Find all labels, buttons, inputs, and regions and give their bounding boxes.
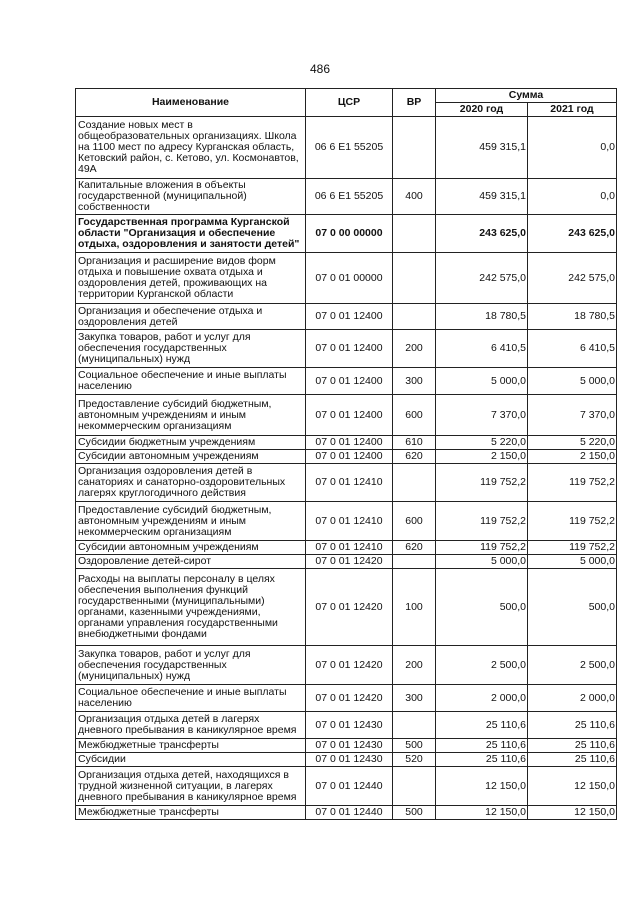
header-name: Наименование <box>76 89 306 117</box>
cell-s2020: 25 110,6 <box>436 712 528 739</box>
cell-csr: 07 0 01 12400 <box>306 330 393 368</box>
table-row <box>76 215 617 253</box>
cell-vr <box>393 253 436 304</box>
cell-csr: 07 0 01 12420 <box>306 685 393 712</box>
table-row <box>76 436 617 450</box>
cell-name: Межбюджетные трансферты <box>76 806 306 820</box>
budget-table <box>75 88 617 820</box>
cell-s2020: 119 752,2 <box>436 541 528 555</box>
cell-s2020: 2 150,0 <box>436 450 528 464</box>
cell-s2020: 5 220,0 <box>436 436 528 450</box>
table-row <box>76 450 617 464</box>
cell-s2021: 12 150,0 <box>528 806 617 820</box>
table-row <box>76 646 617 685</box>
cell-name: Организация и обеспечение отдыха и оздоровления детей <box>76 304 306 330</box>
table-row <box>76 179 617 215</box>
cell-vr: 610 <box>393 436 436 450</box>
header-sum: Сумма <box>436 89 617 103</box>
cell-vr: 620 <box>393 450 436 464</box>
table-row <box>76 395 617 436</box>
cell-name: Организация отдыха детей, находящихся в трудной жизненной ситуации, в лагерях дневного пребывания в каникулярное время <box>76 767 306 806</box>
cell-s2021: 119 752,2 <box>528 464 617 502</box>
cell-s2020: 18 780,5 <box>436 304 528 330</box>
table-row <box>76 685 617 712</box>
cell-vr: 100 <box>393 569 436 646</box>
cell-s2021: 119 752,2 <box>528 541 617 555</box>
cell-s2021: 242 575,0 <box>528 253 617 304</box>
cell-s2020: 243 625,0 <box>436 215 528 253</box>
cell-s2020: 459 315,1 <box>436 179 528 215</box>
cell-s2021: 5 000,0 <box>528 368 617 395</box>
table-row <box>76 464 617 502</box>
cell-s2021: 0,0 <box>528 117 617 179</box>
cell-csr: 07 0 01 12420 <box>306 569 393 646</box>
cell-name: Субсидии автономным учреждениям <box>76 541 306 555</box>
cell-name: Создание новых мест в общеобразовательных организациях. Школа на 1100 мест по адресу Курганская область, Кетовский район, с. Кетово, ул. Космонавтов, 49А <box>76 117 306 179</box>
cell-vr <box>393 712 436 739</box>
cell-s2021: 119 752,2 <box>528 502 617 541</box>
cell-name: Государственная программа Курганской области "Организация и обеспечение отдыха, оздоровления и занятости детей" <box>76 215 306 253</box>
header-csr: ЦСР <box>306 89 393 117</box>
cell-s2021: 25 110,6 <box>528 753 617 767</box>
cell-csr: 07 0 00 00000 <box>306 215 393 253</box>
cell-vr: 500 <box>393 739 436 753</box>
table-row <box>76 712 617 739</box>
header-2021: 2021 год <box>528 103 617 117</box>
cell-name: Организация и расширение видов форм отдыха и повышение охвата отдыха и оздоровления детей, проживающих на территории Курганской области <box>76 253 306 304</box>
cell-name: Социальное обеспечение и иные выплаты населению <box>76 368 306 395</box>
cell-csr: 07 0 01 12420 <box>306 646 393 685</box>
cell-s2021: 500,0 <box>528 569 617 646</box>
cell-csr: 07 0 01 12430 <box>306 712 393 739</box>
cell-csr: 07 0 01 12410 <box>306 464 393 502</box>
table-row <box>76 117 617 179</box>
table-row <box>76 767 617 806</box>
cell-s2020: 25 110,6 <box>436 739 528 753</box>
cell-vr <box>393 117 436 179</box>
cell-name: Закупка товаров, работ и услуг для обеспечения государственных (муниципальных) нужд <box>76 646 306 685</box>
cell-csr: 07 0 01 12430 <box>306 753 393 767</box>
cell-s2021: 25 110,6 <box>528 712 617 739</box>
cell-s2021: 2 150,0 <box>528 450 617 464</box>
cell-s2020: 500,0 <box>436 569 528 646</box>
cell-vr: 400 <box>393 179 436 215</box>
cell-csr: 06 6 E1 55205 <box>306 117 393 179</box>
cell-name: Предоставление субсидий бюджетным, автономным учреждениям и иным некоммерческим организациям <box>76 395 306 436</box>
cell-vr: 520 <box>393 753 436 767</box>
table-row <box>76 502 617 541</box>
cell-name: Оздоровление детей-сирот <box>76 555 306 569</box>
cell-s2021: 18 780,5 <box>528 304 617 330</box>
cell-name: Межбюджетные трансферты <box>76 739 306 753</box>
cell-name: Социальное обеспечение и иные выплаты населению <box>76 685 306 712</box>
cell-s2020: 12 150,0 <box>436 806 528 820</box>
cell-name: Субсидии <box>76 753 306 767</box>
cell-s2021: 12 150,0 <box>528 767 617 806</box>
header-2020: 2020 год <box>436 103 528 117</box>
cell-vr: 600 <box>393 502 436 541</box>
cell-csr: 07 0 01 12410 <box>306 541 393 555</box>
cell-s2020: 12 150,0 <box>436 767 528 806</box>
cell-vr: 500 <box>393 806 436 820</box>
page-number: 486 <box>309 62 331 76</box>
cell-s2021: 2 000,0 <box>528 685 617 712</box>
table-row <box>76 569 617 646</box>
table-row <box>76 253 617 304</box>
table-row <box>76 555 617 569</box>
cell-vr: 300 <box>393 685 436 712</box>
cell-s2021: 243 625,0 <box>528 215 617 253</box>
cell-name: Организация оздоровления детей в санаториях и санаторно-оздоровительных лагерях круглогодичного действия <box>76 464 306 502</box>
cell-csr: 07 0 01 12400 <box>306 450 393 464</box>
cell-s2021: 5 220,0 <box>528 436 617 450</box>
cell-name: Расходы на выплаты персоналу в целях обеспечения выполнения функций государственными (муниципальными) органами, казенными учреждениями, органами управления государственными внебюджетными фондами <box>76 569 306 646</box>
cell-s2021: 2 500,0 <box>528 646 617 685</box>
cell-s2020: 459 315,1 <box>436 117 528 179</box>
cell-csr: 07 0 01 12400 <box>306 304 393 330</box>
cell-s2020: 25 110,6 <box>436 753 528 767</box>
table-row <box>76 330 617 368</box>
table-row <box>76 739 617 753</box>
cell-s2021: 0,0 <box>528 179 617 215</box>
cell-csr: 07 0 01 12400 <box>306 368 393 395</box>
cell-s2020: 7 370,0 <box>436 395 528 436</box>
cell-vr: 620 <box>393 541 436 555</box>
table-row <box>76 368 617 395</box>
cell-vr: 600 <box>393 395 436 436</box>
cell-csr: 07 0 01 00000 <box>306 253 393 304</box>
cell-vr <box>393 304 436 330</box>
cell-s2020: 5 000,0 <box>436 555 528 569</box>
cell-s2020: 2 000,0 <box>436 685 528 712</box>
cell-vr <box>393 464 436 502</box>
table-row <box>76 304 617 330</box>
cell-vr <box>393 555 436 569</box>
cell-csr: 07 0 01 12420 <box>306 555 393 569</box>
cell-vr <box>393 767 436 806</box>
cell-s2021: 25 110,6 <box>528 739 617 753</box>
cell-name: Субсидии бюджетным учреждениям <box>76 436 306 450</box>
cell-name: Организация отдыха детей в лагерях дневного пребывания в каникулярное время <box>76 712 306 739</box>
cell-vr: 200 <box>393 646 436 685</box>
cell-s2021: 5 000,0 <box>528 555 617 569</box>
cell-s2021: 7 370,0 <box>528 395 617 436</box>
cell-s2020: 119 752,2 <box>436 502 528 541</box>
cell-name: Предоставление субсидий бюджетным, автономным учреждениям и иным некоммерческим организациям <box>76 502 306 541</box>
cell-name: Субсидии автономным учреждениям <box>76 450 306 464</box>
cell-csr: 07 0 01 12410 <box>306 502 393 541</box>
cell-name: Капитальные вложения в объекты государственной (муниципальной) собственности <box>76 179 306 215</box>
header-vr: ВР <box>393 89 436 117</box>
table-row <box>76 753 617 767</box>
cell-vr <box>393 215 436 253</box>
table-row <box>76 541 617 555</box>
cell-csr: 06 6 E1 55205 <box>306 179 393 215</box>
cell-s2020: 6 410,5 <box>436 330 528 368</box>
cell-s2020: 242 575,0 <box>436 253 528 304</box>
cell-vr: 200 <box>393 330 436 368</box>
cell-s2020: 119 752,2 <box>436 464 528 502</box>
table-row <box>76 806 617 820</box>
cell-vr: 300 <box>393 368 436 395</box>
cell-s2021: 6 410,5 <box>528 330 617 368</box>
cell-csr: 07 0 01 12430 <box>306 739 393 753</box>
cell-csr: 07 0 01 12440 <box>306 767 393 806</box>
cell-s2020: 5 000,0 <box>436 368 528 395</box>
cell-csr: 07 0 01 12440 <box>306 806 393 820</box>
cell-name: Закупка товаров, работ и услуг для обеспечения государственных (муниципальных) нужд <box>76 330 306 368</box>
cell-s2020: 2 500,0 <box>436 646 528 685</box>
cell-csr: 07 0 01 12400 <box>306 395 393 436</box>
cell-csr: 07 0 01 12400 <box>306 436 393 450</box>
